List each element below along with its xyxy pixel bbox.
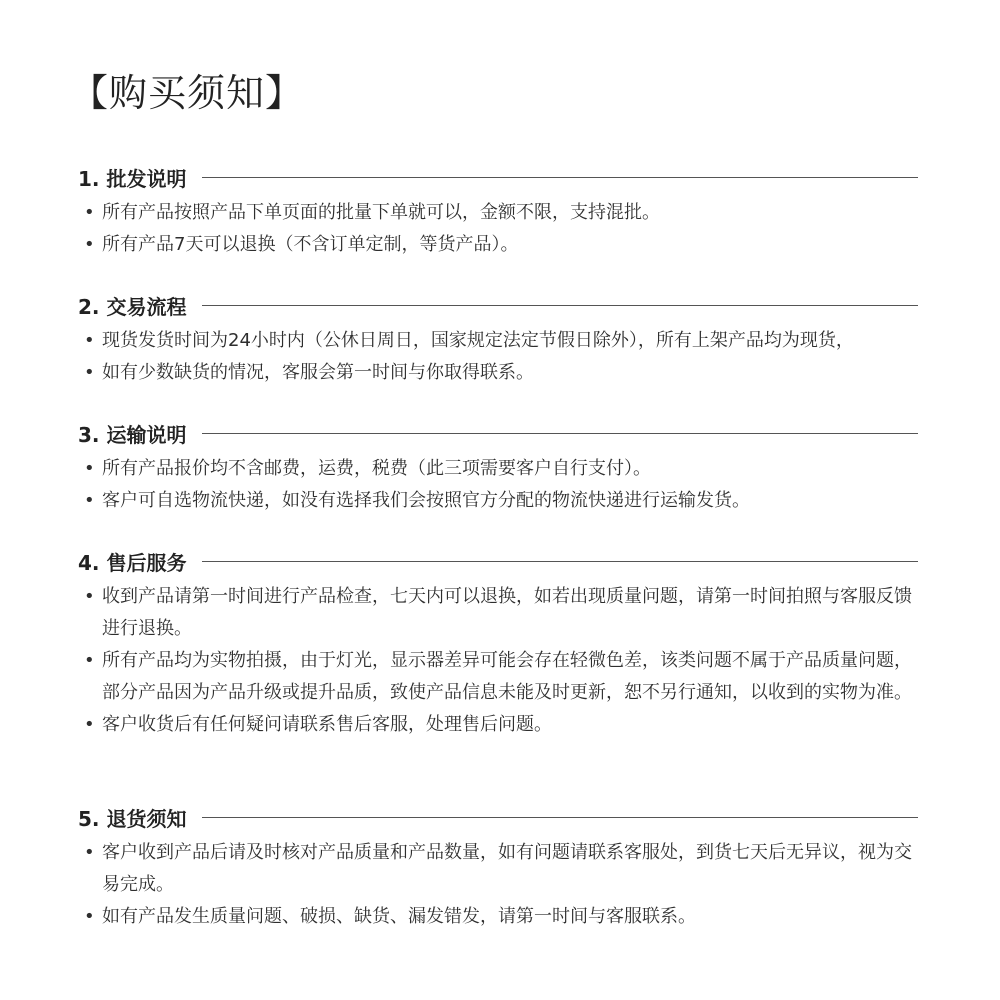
list-item	[78, 837, 918, 901]
list-item-text: 如有产品发生质量问题、破损、缺货、漏发错发，请第一时间与客服联系。	[102, 906, 696, 927]
list-item	[78, 453, 918, 485]
section-header	[78, 285, 918, 325]
list-item	[78, 645, 918, 709]
divider	[202, 433, 918, 434]
section-after-sales	[78, 541, 918, 741]
list-item-text: 客户收到产品后请及时核对产品质量和产品数量，如有问题请联系客服处，到货七天后无异议，视为交易完成。	[102, 842, 912, 895]
section-header	[78, 541, 918, 581]
bullet-icon: •	[84, 650, 95, 671]
bullet-icon: •	[84, 458, 95, 479]
list-item	[78, 197, 918, 229]
bullet-icon: •	[84, 586, 95, 607]
section-wholesale	[78, 157, 918, 261]
bullet-icon: •	[84, 202, 95, 223]
bullet-list	[78, 325, 918, 389]
list-item-text: 所有产品按照产品下单页面的批量下单就可以，金额不限，支持混批。	[102, 202, 660, 223]
list-item-text: 所有产品均为实物拍摄，由于灯光，显示器差异可能会存在轻微色差，该类问题不属于产品质量问题，部分产品因为产品升级或提升品质，致使产品信息未能及时更新，恕不另行通知，以收到的实物为准。	[102, 650, 912, 703]
list-item-text: 现货发货时间为24小时内（公休日周日，国家规定法定节假日除外），所有上架产品均为现货，	[102, 330, 854, 351]
section-heading: 4. 售后服务	[78, 550, 187, 575]
list-item-text: 收到产品请第一时间进行产品检查，七天内可以退换，如若出现质量问题，请第一时间拍照与客服反馈进行退换。	[102, 586, 912, 639]
section-shipping	[78, 413, 918, 517]
list-item	[78, 229, 918, 261]
section-heading: 1. 批发说明	[78, 166, 187, 191]
bullet-icon: •	[84, 714, 95, 735]
bullet-list	[78, 837, 918, 933]
list-item	[78, 581, 918, 645]
section-trade-process	[78, 285, 918, 389]
section-heading: 5. 退货须知	[78, 806, 187, 831]
list-item	[78, 357, 918, 389]
section-header	[78, 157, 918, 197]
section-returns	[78, 797, 918, 933]
list-item-text: 客户收货后有任何疑问请联系售后客服，处理售后问题。	[102, 714, 552, 735]
bullet-list	[78, 581, 918, 741]
list-item	[78, 325, 918, 357]
bullet-list	[78, 197, 918, 261]
list-item	[78, 901, 918, 933]
list-item-text: 如有少数缺货的情况，客服会第一时间与你取得联系。	[102, 362, 534, 383]
bullet-list	[78, 453, 918, 517]
bullet-icon: •	[84, 234, 95, 255]
section-heading: 2. 交易流程	[78, 294, 187, 319]
section-header	[78, 797, 918, 837]
section-header	[78, 413, 918, 453]
list-item-text: 客户可自选物流快递，如没有选择我们会按照官方分配的物流快递进行运输发货。	[102, 490, 750, 511]
divider	[202, 817, 918, 818]
bullet-icon: •	[84, 490, 95, 511]
section-heading: 3. 运输说明	[78, 422, 187, 447]
bullet-icon: •	[84, 330, 95, 351]
divider	[202, 177, 918, 178]
page-title: 【购买须知】	[70, 71, 305, 115]
divider	[202, 305, 918, 306]
list-item	[78, 709, 918, 741]
divider	[202, 561, 918, 562]
bullet-icon: •	[84, 906, 95, 927]
list-item-text: 所有产品报价均不含邮费，运费，税费（此三项需要客户自行支付）。	[102, 458, 651, 479]
list-item	[78, 485, 918, 517]
bullet-icon: •	[84, 842, 95, 863]
list-item-text: 所有产品7天可以退换（不含订单定制，等货产品）。	[102, 234, 519, 255]
bullet-icon: •	[84, 362, 95, 383]
